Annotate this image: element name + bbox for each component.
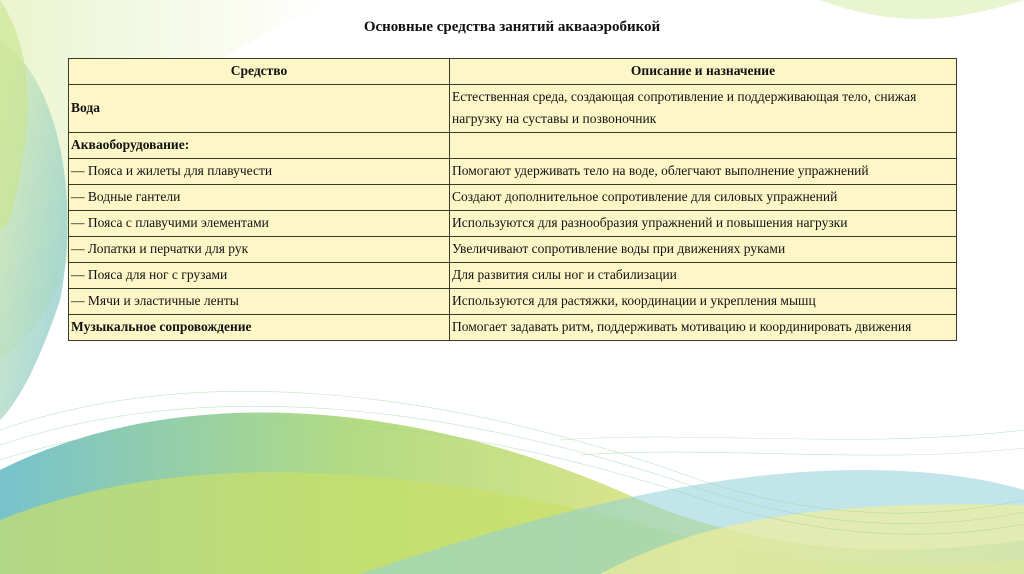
row-description (450, 133, 957, 159)
row-description: Создают дополнительное сопротивление для силовых упражнений (450, 185, 957, 211)
row-description: Помогает задавать ритм, поддерживать мотивацию и координировать движения (450, 315, 957, 341)
row-means: — Пояса с плавучими элементами (69, 211, 450, 237)
row-means: Аквaоборудование: (69, 133, 450, 159)
row-means: — Пояса и жилеты для плавучести (69, 159, 450, 185)
row-means: — Лопатки и перчатки для рук (69, 237, 450, 263)
table-header-row (69, 59, 957, 85)
table-row (69, 289, 957, 315)
slide-title: Основные средства занятий аквааэробикой (363, 19, 661, 35)
row-description: Используются для разнообразия упражнений и повышения нагрузки (450, 211, 957, 237)
equipment-table (68, 58, 956, 341)
row-means: — Пояса для ног с грузами (69, 263, 450, 289)
row-description: Увеличивают сопротивление воды при движениях руками (450, 237, 957, 263)
table-row (69, 159, 957, 185)
row-means: — Мячи и эластичные ленты (69, 289, 450, 315)
row-description: Помогают удерживать тело на воде, облегчают выполнение упражнений (450, 159, 957, 185)
column-header-means: Средство (69, 59, 450, 85)
table-row (69, 263, 957, 289)
table-row (69, 185, 957, 211)
row-description: Для развития силы ног и стабилизации (450, 263, 957, 289)
table-row (69, 237, 957, 263)
table-row (69, 315, 957, 341)
table-row (69, 211, 957, 237)
row-description: Естественная среда, создающая сопротивление и поддерживающая тело, снижая нагрузку на суставы и позвоночник (450, 85, 957, 133)
table-row (69, 133, 957, 159)
column-header-description: Описание и назначение (450, 59, 957, 85)
row-means: Музыкальное сопровождение (69, 315, 450, 341)
row-description: Используются для растяжки, координации и укрепления мышц (450, 289, 957, 315)
row-means: Вода (69, 85, 450, 133)
table-row (69, 85, 957, 133)
row-means: — Водные гантели (69, 185, 450, 211)
